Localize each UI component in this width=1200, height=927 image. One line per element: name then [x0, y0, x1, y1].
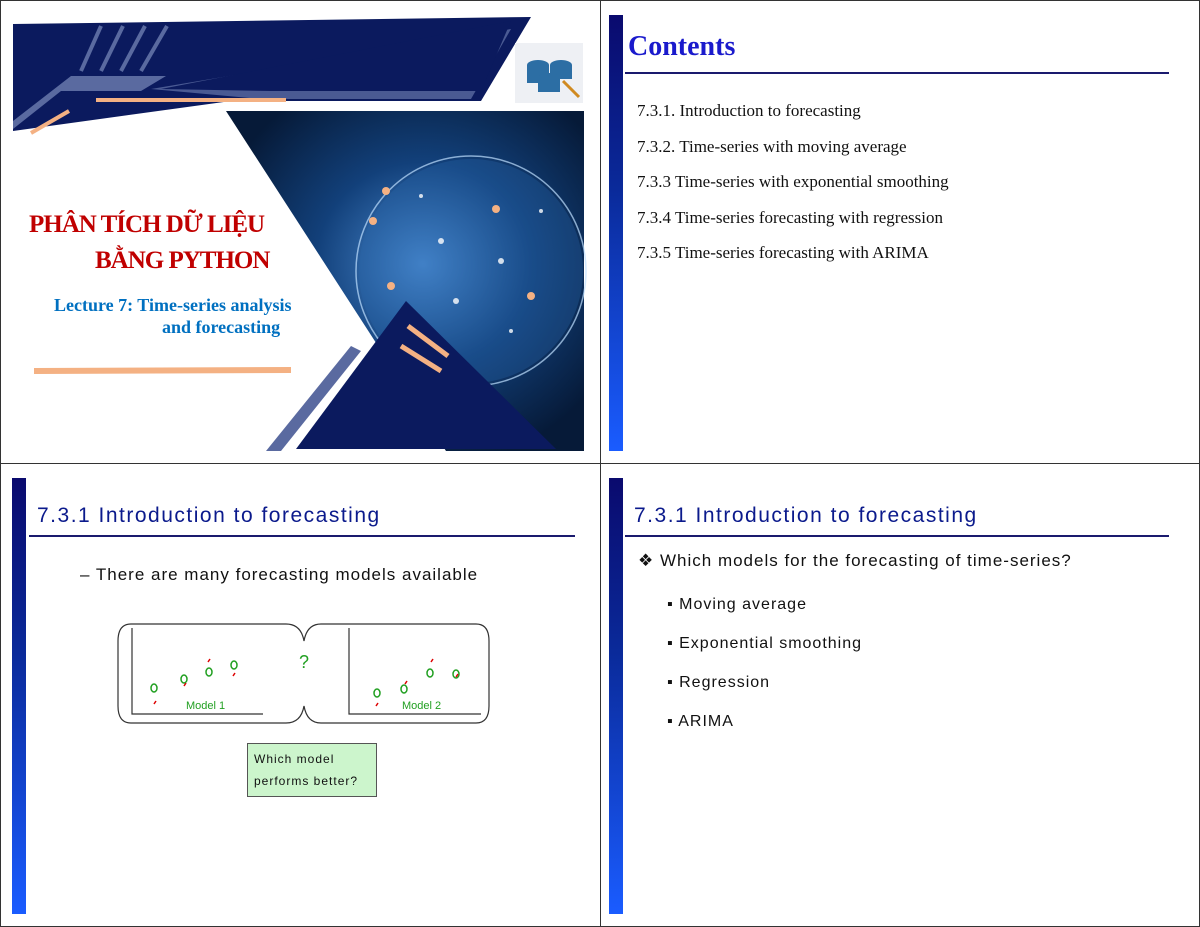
slide-contents [600, 0, 1200, 464]
slide-intro-forecasting [0, 463, 601, 927]
bullet-text: – There are many forecasting models available [80, 565, 479, 584]
slide-forecasting-models [600, 463, 1200, 927]
models-list [667, 585, 862, 741]
slide-title: 7.3.1 Introduction to forecasting [634, 504, 978, 527]
callout-line-2: performs better? [254, 774, 359, 788]
question-text: Which models for the forecasting of time-series? [659, 551, 1072, 570]
square-bullet-icon: ▪ [667, 713, 679, 730]
square-bullet-icon: ▪ [667, 674, 680, 691]
slide-accent-bar [12, 478, 26, 914]
title-divider [29, 535, 575, 537]
contents-list [637, 93, 949, 271]
list-item [667, 585, 862, 624]
list-item [667, 663, 862, 702]
subtitle-line-1: Lecture 7: Time-series analysis [54, 295, 292, 315]
list-item [667, 624, 862, 663]
slide-accent-bar [609, 15, 623, 451]
slide-title: 7.3.1 Introduction to forecasting [37, 504, 381, 527]
title-divider [625, 535, 1169, 537]
square-bullet-icon: ▪ [667, 596, 680, 613]
question-mark: ? [299, 652, 310, 672]
question-bullet [638, 551, 1072, 571]
contents-item: 7.3.5 Time-series forecasting with ARIMA [637, 243, 929, 262]
square-bullet-icon: ▪ [667, 635, 680, 652]
title-line-1: PHÂN TÍCH DỮ LIỆU [29, 211, 265, 238]
slide-title [0, 0, 601, 464]
title-line-2: BẰNG PYTHON [95, 247, 270, 274]
contents-item: 7.3.2. Time-series with moving average [637, 136, 907, 156]
contents-item: 7.3.4 Time-series forecasting with regression [637, 207, 943, 227]
diamond-bullet-icon: ❖ [638, 551, 655, 570]
subtitle-line-2: and forecasting [162, 317, 281, 337]
list-item-label: Moving average [679, 596, 807, 613]
contents-title: Contents [628, 31, 736, 62]
title-divider [625, 72, 1169, 74]
callout-line-1: Which model [254, 752, 335, 766]
contents-item: 7.3.3 Time-series with exponential smoothing [637, 172, 949, 191]
model-2-label: Model 2 [402, 700, 442, 712]
slide-accent-bar [609, 478, 623, 914]
callout-box [247, 743, 377, 797]
model-1-label: Model 1 [186, 700, 226, 712]
list-item [667, 702, 862, 741]
list-item-label: ARIMA [678, 713, 734, 730]
contents-item: 7.3.1. Introduction to forecasting [637, 101, 861, 120]
list-item-label: Regression [679, 674, 771, 691]
list-item-label: Exponential smoothing [679, 635, 863, 652]
